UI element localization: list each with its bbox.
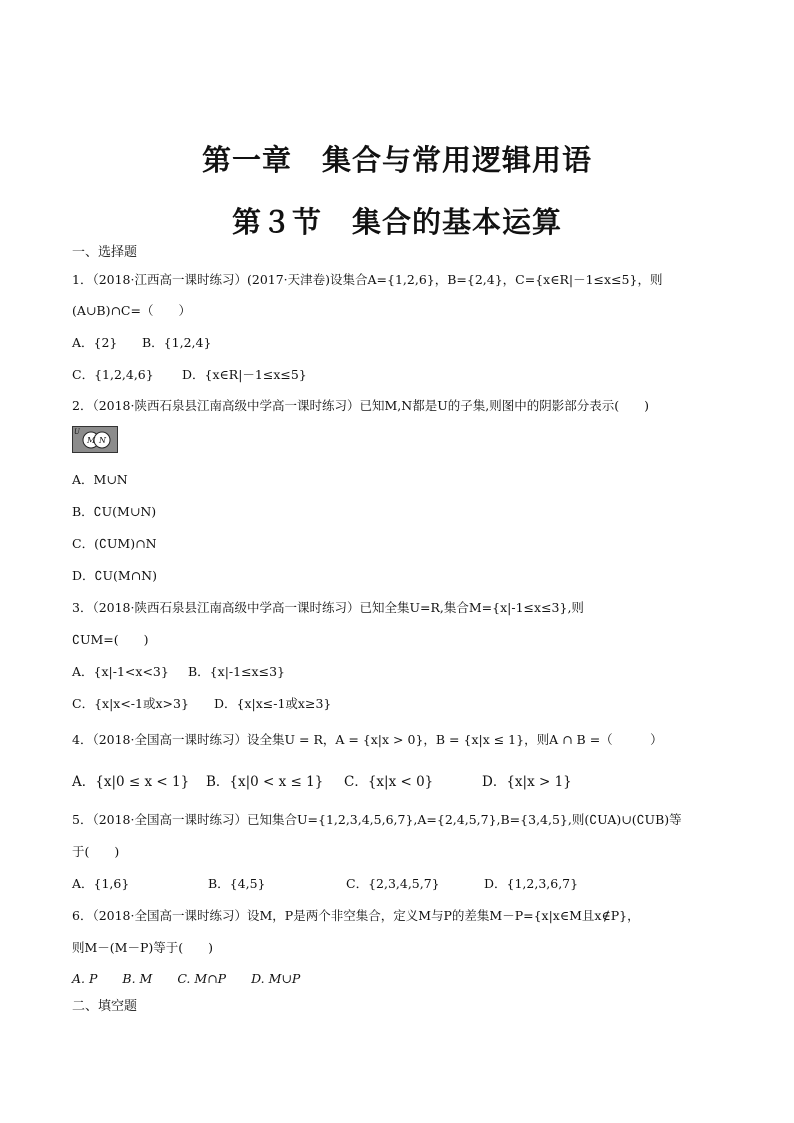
option-a: A．{1,6} <box>72 876 130 891</box>
question-5-stem: 5．（2018·全国高一课时练习）已知集合U={1,2,3,4,5,6,7},A={2,4,5,7},B={3,4,5},则(∁UA)∪(∁UB)等 <box>72 812 682 827</box>
question-3-options-row1 <box>72 663 285 681</box>
option-b: B．{x|0 < x ≤ 1} <box>206 774 324 790</box>
question-3-stem-cont: ∁UM=( ) <box>72 632 149 647</box>
venn-label-n: N <box>99 436 106 445</box>
option-c: C．{x|x<-1或x>3} <box>72 696 189 711</box>
question-2-option-c: C．(∁UM)∩N <box>72 536 157 551</box>
question-1-options-row1 <box>72 334 211 352</box>
option-d: D．{x∈R|－1≤x≤5} <box>182 367 307 382</box>
question-3-stem: 3．（2018·陕西石泉县江南高级中学高一课时练习）已知全集U=R,集合M={x|-1≤x≤3},则 <box>72 600 584 615</box>
section-title: 第３节 集合的基本运算 <box>231 205 562 239</box>
question-2-option-d: D．∁U(M∩N) <box>72 568 157 583</box>
question-2-option-a: A．M∪N <box>72 472 128 487</box>
question-6-options: A. P B. M C. M∩P D. M∪P <box>72 971 301 986</box>
section-heading-fill: 二、填空题 <box>72 999 138 1014</box>
venn-label-u: U <box>74 428 80 436</box>
question-1-stem: 1．（2018·江西高一课时练习）(2017·天津卷)设集合A={1,2,6}，B={2,4}，C={x∈R|－1≤x≤5}，则 <box>72 272 663 287</box>
section-heading-choice: 一、选择题 <box>72 245 138 260</box>
option-b: B．{4,5} <box>208 876 266 891</box>
question-6-stem-cont: 则M－(M－P)等于( ) <box>72 940 214 955</box>
option-b: B．{1,2,4} <box>142 335 212 350</box>
option-a: A．{x|-1<x<3} <box>72 664 169 679</box>
option-d: D．{1,2,3,6,7} <box>484 876 579 891</box>
question-6-stem: 6．（2018·全国高一课时练习）设M，P是两个非空集合，定义M与P的差集M－P={x|x∈M且x∉P}， <box>72 908 640 923</box>
question-2-option-b: B．∁U(M∪N) <box>72 504 157 519</box>
option-d: D．{x|x≤-1或x≥3} <box>214 696 332 711</box>
venn-label-m: M <box>87 436 96 445</box>
question-5-stem-cont: 于( ) <box>72 844 120 859</box>
option-c: C．{x|x < 0} <box>344 774 434 790</box>
venn-diagram <box>72 426 118 453</box>
chapter-title: 第一章 集合与常用逻辑用语 <box>201 143 592 177</box>
question-5-options <box>72 875 578 893</box>
question-1-stem-cont: (A∪B)∩C=（ ） <box>72 303 191 318</box>
option-c: C．{2,3,4,5,7} <box>346 876 440 891</box>
option-d: D．{x|x > 1} <box>482 774 572 790</box>
option-c: C．{1,2,4,6} <box>72 367 154 382</box>
option-b: B．{x|-1≤x≤3} <box>188 664 285 679</box>
question-2-stem: 2．（2018·陕西石泉县江南高级中学高一课时练习）已知M,N都是U的子集,则图中的阴影部分表示( ) <box>72 398 649 413</box>
option-a: A．{x|0 ≤ x < 1} <box>72 774 190 790</box>
question-4-stem: 4．（2018·全国高一课时练习）设全集U = R，A = {x|x > 0}，B = {x|x ≤ 1}，则A ∩ B =（ ） <box>72 732 663 747</box>
question-4-options <box>72 773 572 791</box>
question-1-options-row2 <box>72 366 307 384</box>
question-3-options-row2 <box>72 695 331 713</box>
option-a: A．{2} <box>72 335 118 350</box>
